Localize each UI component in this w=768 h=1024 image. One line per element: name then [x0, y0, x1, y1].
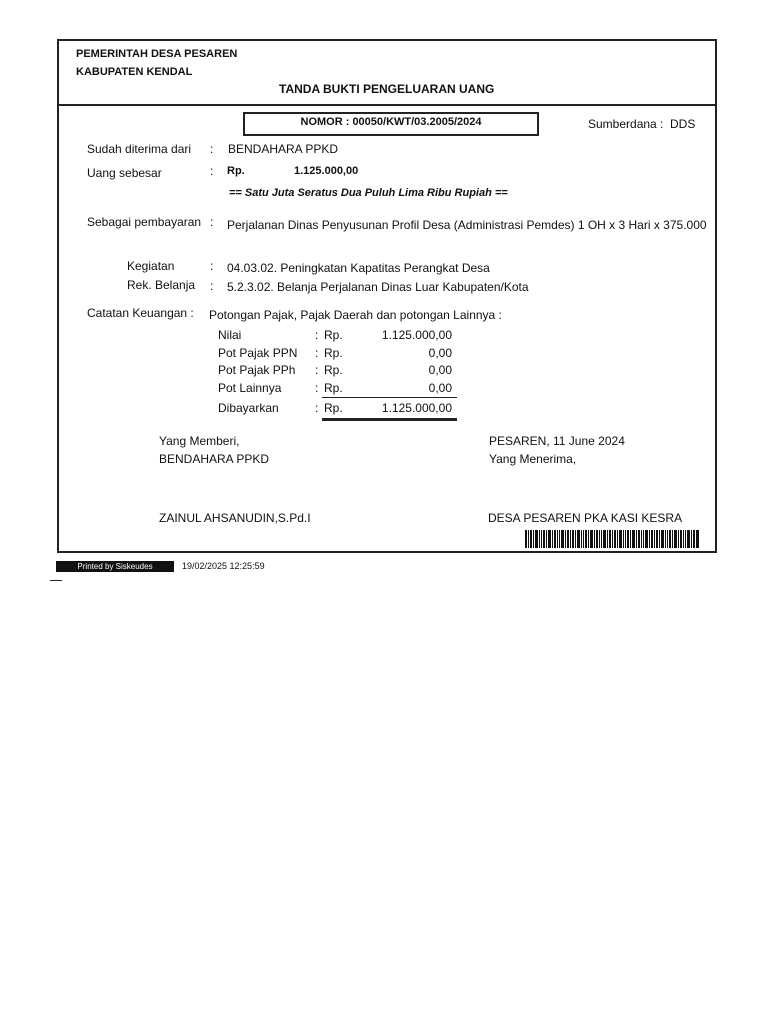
gov-line-1: PEMERINTAH DESA PESAREN	[76, 48, 238, 60]
colon: :	[315, 328, 319, 342]
row-label: Pot Pajak PPN	[218, 346, 298, 360]
keuangan-label: Catatan Keuangan :	[87, 306, 194, 320]
pembayaran-label: Sebagai pembayaran	[87, 215, 202, 229]
row-amount: 0,00	[428, 363, 452, 377]
colon: :	[315, 401, 319, 415]
row-label: Dibayarkan	[218, 401, 279, 415]
kegiatan-label: Kegiatan	[127, 259, 175, 273]
row-currency: Rp.	[324, 363, 343, 377]
uang-amount: 1.125.000,00	[294, 165, 359, 177]
colon: :	[315, 363, 319, 377]
nomor-label: NOMOR : 00050/KWT/03.2005/2024	[300, 116, 482, 128]
row-label: Nilai	[218, 328, 242, 342]
print-timestamp: 19/02/2025 12:25:59	[182, 561, 265, 571]
giver-name: ZAINUL AHSANUDIN,S.Pd.I	[159, 511, 311, 525]
colon: :	[210, 142, 214, 156]
row-currency: Rp.	[324, 401, 343, 415]
row-amount: 0,00	[428, 381, 452, 395]
printed-by-badge: Printed by Siskeudes	[56, 561, 174, 572]
colon: :	[210, 215, 214, 229]
uang-label: Uang sebesar	[87, 166, 162, 180]
pembayaran-value: Perjalanan Dinas Penyusunan Profil Desa (Administrasi Pemdes) 1 OH x 3 Hari x 375.000	[227, 218, 707, 232]
header-divider	[57, 104, 715, 106]
giver-title: Yang Memberi,	[159, 434, 240, 448]
rek-value: 5.2.3.02. Belanja Perjalanan Dinas Luar Kabupaten/Kota	[227, 280, 529, 294]
row-label: Pot Lainnya	[218, 381, 282, 395]
row-currency: Rp.	[324, 328, 343, 342]
row-amount: 1.125.000,00	[381, 328, 452, 342]
document-title: TANDA BUKTI PENGELUARAN UANG	[279, 82, 495, 96]
sumberdana-value: DDS	[670, 117, 696, 131]
keuangan-desc: Potongan Pajak, Pajak Daerah dan potongan Lainnya :	[209, 308, 502, 322]
total-bottom-rule	[322, 418, 457, 421]
row-amount: 1.125.000,00	[381, 401, 452, 415]
rek-label: Rek. Belanja	[127, 278, 196, 292]
giver-role: BENDAHARA PPKD	[159, 452, 270, 466]
diterima-value: BENDAHARA PPKD	[228, 142, 339, 156]
receiver-title: Yang Menerima,	[489, 452, 577, 466]
colon: :	[210, 279, 214, 293]
total-top-rule	[322, 397, 457, 398]
row-label: Pot Pajak PPh	[218, 363, 296, 377]
uang-currency: Rp.	[227, 165, 245, 177]
amount-in-words: == Satu Juta Seratus Dua Puluh Lima Ribu Rupiah ==	[229, 187, 508, 199]
colon: :	[315, 346, 319, 360]
place-date: PESAREN, 11 June 2024	[489, 434, 625, 448]
row-currency: Rp.	[324, 381, 343, 395]
colon: :	[210, 259, 214, 273]
row-amount: 0,00	[428, 346, 452, 360]
kegiatan-value: 04.03.02. Peningkatan Kapatitas Perangkat Desa	[227, 261, 490, 275]
diterima-label: Sudah diterima dari	[87, 142, 192, 156]
colon: :	[210, 164, 214, 178]
row-currency: Rp.	[324, 346, 343, 360]
corner-mark	[50, 580, 62, 581]
receiver-name: DESA PESAREN PKA KASI KESRA	[488, 511, 683, 525]
sumberdana-label: Sumberdana :	[588, 117, 664, 131]
colon: :	[315, 381, 319, 395]
gov-line-2: KABUPATEN KENDAL	[76, 66, 193, 78]
barcode-graphic	[525, 530, 699, 548]
